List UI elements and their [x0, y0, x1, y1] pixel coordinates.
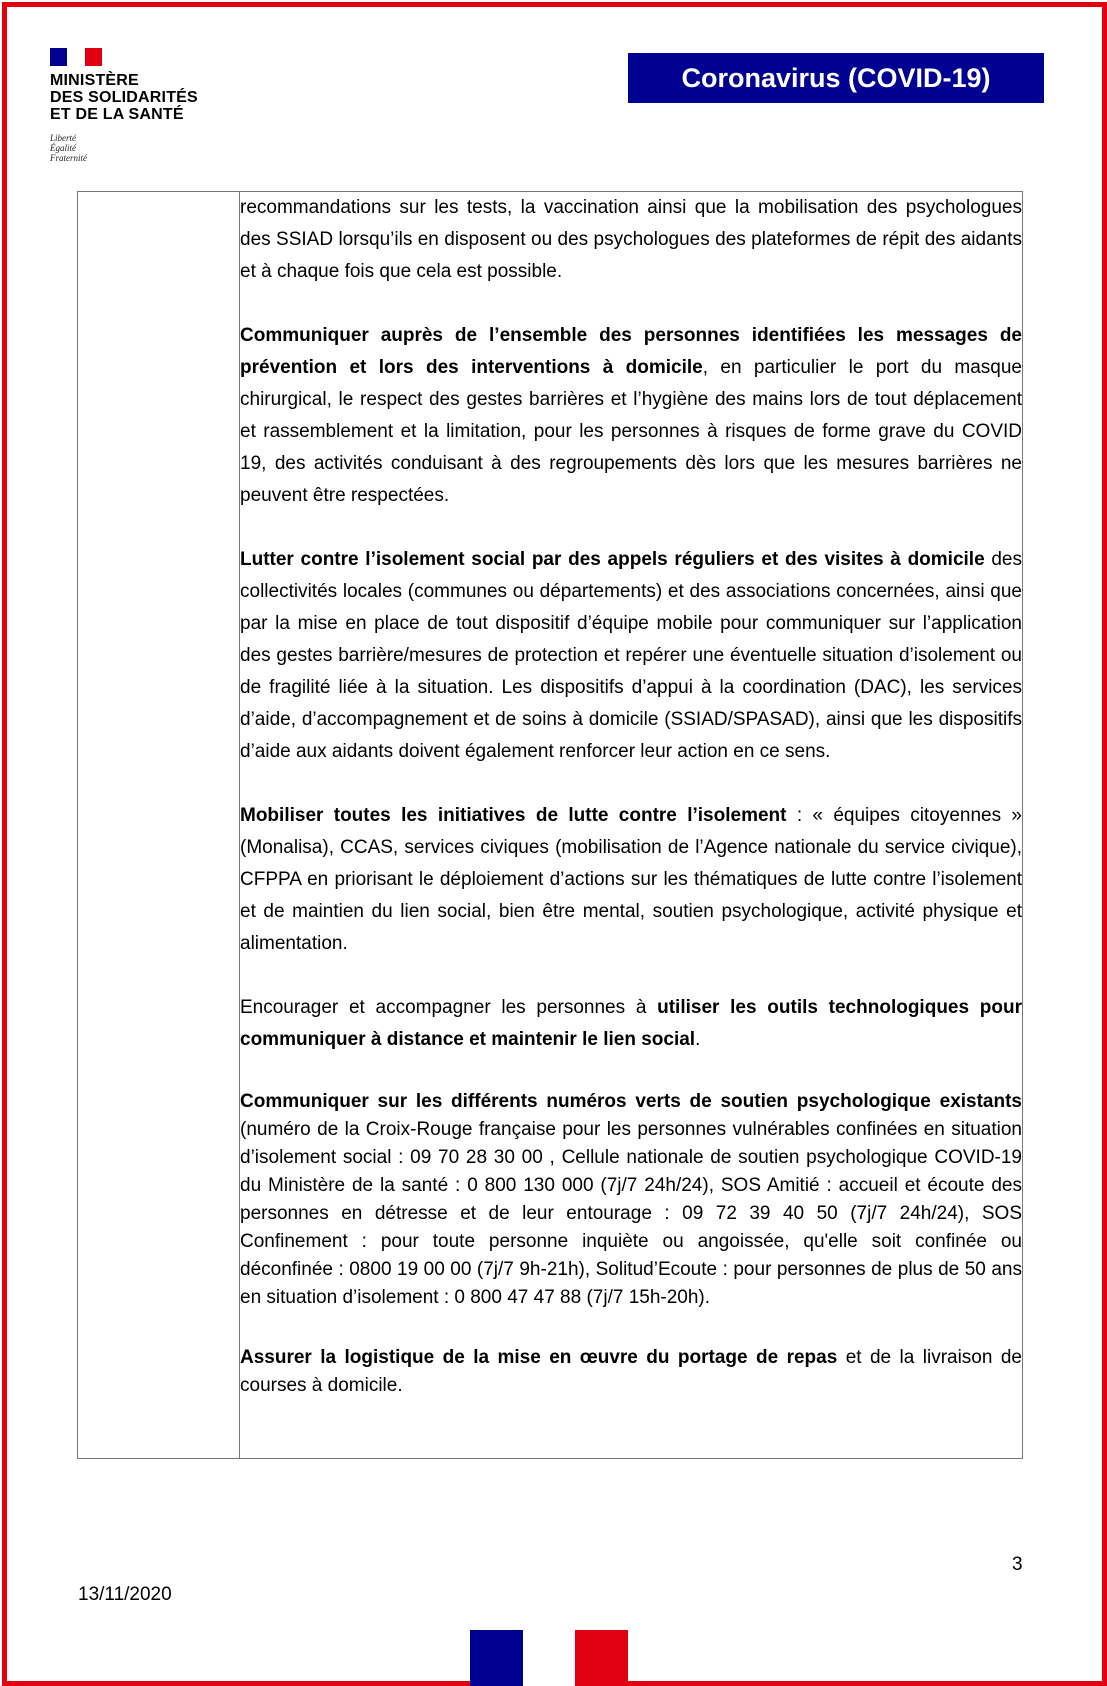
ministry-name: MINISTÈRE DES SOLIDARITÉS ET DE LA SANTÉ — [50, 72, 198, 123]
paragraph-recommendations: recommandations sur les tests, la vaccination ainsi que la mobilisation des psychologues des SSIAD lorsqu’ils en disposent ou des psychologues des plateformes de répit des aidants et à chaque fois que cela est possible. — [240, 197, 1022, 282]
marianne-footer-icon — [470, 1630, 628, 1686]
paragraph-hotlines: Communiquer sur les différents numéros verts de soutien psychologique existants (numéro de la Croix-Rouge française pour les personnes vulnérables confinées en situation d’isolement social : 09 70 28 30 00 , Cellule nationale de soutien psychologique COVID-19 du Ministère de la santé : 0 800 130 000 (7j/7 24h/24), SOS Amitié : accueil et écoute des personnes en détresse et de leur entourage : 09 72 39 40 50 (7j/7 24h/24), SOS Confinement : pour toute personne inquiète ou angoissée, qu'elle soit confinée ou déconfinée : 0800 19 00 00 (7j/7 9h-21h), Solitud’Ecoute : pour personnes de plus de 50 ans en situation d’isolement : 0 800 47 47 88 (7j/7 15h-20h). — [240, 1091, 1022, 1308]
paragraph-prevention-messages: Communiquer auprès de l’ensemble des personnes identifiées les messages de prévention et lors des interventions à domicile, en particulier le port du masque chirurgical, le respect des gestes barrières et l’hygiène des mains lors de tout déplacement et rassemblement et la limitation, pour les personnes à risques de forme grave du COVID 19, des activités conduisant à des regroupements dès lors que les mesures barrières ne peuvent être respectées. — [240, 325, 1022, 506]
document-title: Coronavirus (COVID-19) — [628, 53, 1044, 103]
paragraph-technology-tools: Encourager et accompagner les personnes à utiliser les outils technologiques pour communiquer à distance et maintenir le lien social. — [240, 997, 1022, 1050]
republic-motto: Liberté Égalité Fraternité — [50, 133, 87, 163]
ministry-logo — [50, 48, 198, 163]
right-column-cell — [240, 192, 1023, 1459]
content-table — [77, 191, 1023, 1459]
left-column-cell — [78, 192, 240, 1459]
marianne-flag-icon — [50, 48, 102, 66]
paragraph-meal-delivery: Assurer la logistique de la mise en œuvre du portage de repas et de la livraison de courses à domicile. — [240, 1347, 1022, 1396]
paragraph-social-isolation: Lutter contre l’isolement social par des appels réguliers et des visites à domicile des collectivités locales (communes ou départements) et des associations concernées, ainsi que par la mise en place de tout dispositif d’équipe mobile pour communiquer sur l’application des gestes barrière/mesures de protection et repérer une éventuelle situation d’isolement ou de fragilité liée à la situation. Les dispositifs d’appui à la coordination (DAC), les services d’aide, d’accompagnement et de soins à domicile (SSIAD/SPASAD), ainsi que les dispositifs d’aide aux aidants doivent également renforcer leur action en ce sens. — [240, 549, 1022, 762]
paragraph-mobilize-initiatives: Mobiliser toutes les initiatives de lutte contre l’isolement : « équipes citoyennes » (Monalisa), CCAS, services civiques (mobilisation de l’Agence nationale du service civique), CFPPA en priorisant le déploiement d’actions sur les thématiques de lutte contre l’isolement et de maintien du lien social, bien être mental, soutien psychologique, activité physique et alimentation. — [240, 805, 1022, 954]
page-number: 3 — [1012, 1554, 1023, 1575]
document-date: 13/11/2020 — [78, 1584, 172, 1605]
